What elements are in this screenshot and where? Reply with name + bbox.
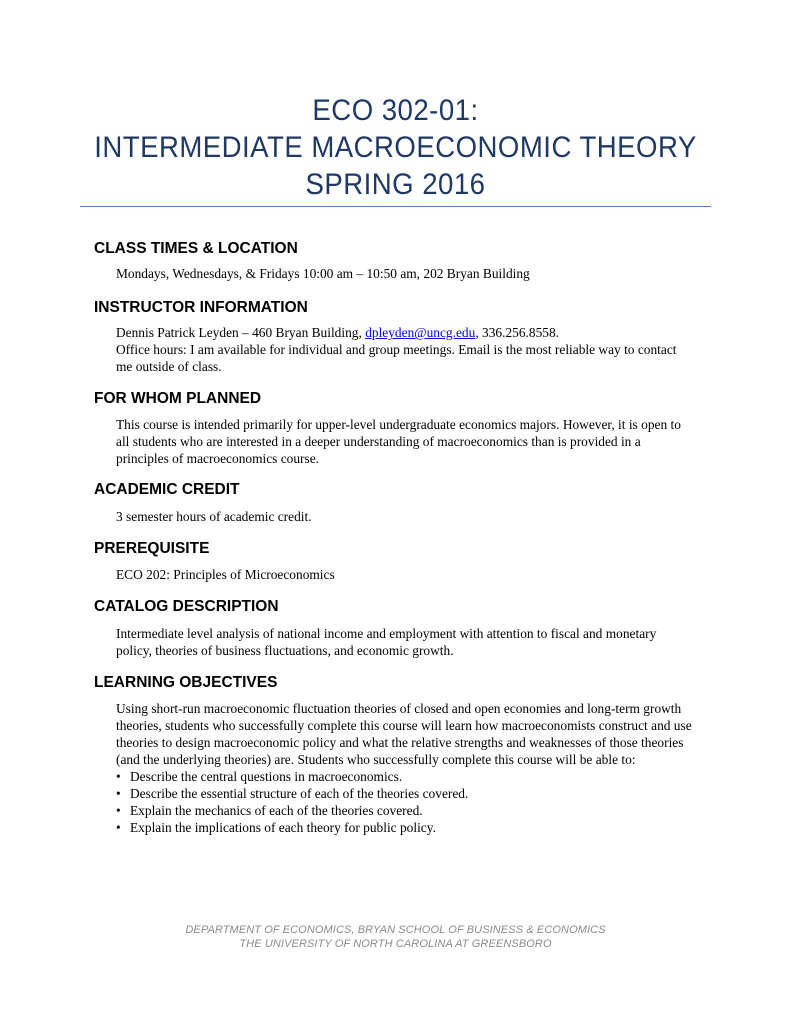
section-text: Intermediate level analysis of national income and employment with attention to fiscal and monetary policy, theories of business fluctuations, and economic growth. (116, 626, 657, 658)
section-heading: CLASS TIMES & LOCATION (94, 240, 298, 257)
objectives-list (116, 768, 694, 836)
section-heading: ACADEMIC CREDIT (94, 481, 240, 498)
list-item: • Describe the central questions in macroeconomics. (116, 768, 694, 785)
section-heading: INSTRUCTOR INFORMATION (94, 299, 308, 316)
section-instructor (94, 299, 694, 375)
instructor-contact (116, 324, 694, 341)
section-text: Mondays, Wednesdays, & Fridays 10:00 am – 10:50 am, 202 Bryan Building (116, 266, 530, 281)
course-title (0, 92, 791, 203)
instructor-phone: , 336.256.8558. (475, 325, 560, 340)
section-class-times (94, 240, 694, 282)
section-for-whom (94, 390, 694, 467)
section-heading: FOR WHOM PLANNED (94, 390, 262, 407)
section-text: 3 semester hours of academic credit. (116, 509, 312, 524)
list-item: • Describe the essential structure of each of the theories covered. (116, 785, 694, 802)
course-title-line-2: INTERMEDIATE MACROECONOMIC THEORY (94, 131, 697, 164)
section-heading: PREREQUISITE (94, 540, 210, 557)
section-text: This course is intended primarily for upper-level undergraduate economics majors. However, it is open to all students who are interested in a deeper understanding of macroeconomics than is provided in a principles of macroeconomics course. (116, 417, 681, 466)
section-prerequisite (94, 540, 694, 583)
section-learning-objectives (94, 674, 694, 836)
section-academic-credit (94, 481, 694, 525)
office-hours-text: Office hours: I am available for individual and group meetings. Email is the most reliable way to contact me outside of class. (116, 342, 677, 374)
list-item: • Explain the implications of each theory for public policy. (116, 819, 694, 836)
section-text: ECO 202: Principles of Microeconomics (116, 567, 335, 582)
section-heading: CATALOG DESCRIPTION (94, 598, 279, 615)
title-divider (80, 206, 711, 207)
instructor-email-link[interactable]: dpleyden@uncg.edu (365, 325, 476, 340)
page-footer (0, 923, 791, 951)
list-item: • Explain the mechanics of each of the theories covered. (116, 802, 694, 819)
footer-line-1: DEPARTMENT OF ECONOMICS, BRYAN SCHOOL OF BUSINESS & ECONOMICS (185, 924, 606, 936)
course-title-line-3: SPRING 2016 (305, 168, 486, 201)
course-title-line-1: ECO 302-01: (312, 94, 479, 127)
instructor-name-office: Dennis Patrick Leyden – 460 Bryan Building, (116, 325, 366, 340)
section-catalog (94, 598, 694, 659)
section-heading: LEARNING OBJECTIVES (94, 674, 278, 691)
footer-line-2: THE UNIVERSITY OF NORTH CAROLINA AT GREENSBORO (239, 938, 552, 950)
section-text: Using short-run macroeconomic fluctuation theories of closed and open economies and long-term growth theories, students who successfully complete this course will learn how macroeconomists construct and use theories to design macroeconomic policy and what the relative strengths and weaknesses of those theories (and the underlying theories) are. Students who successfully complete this course will be able to: (116, 701, 692, 767)
